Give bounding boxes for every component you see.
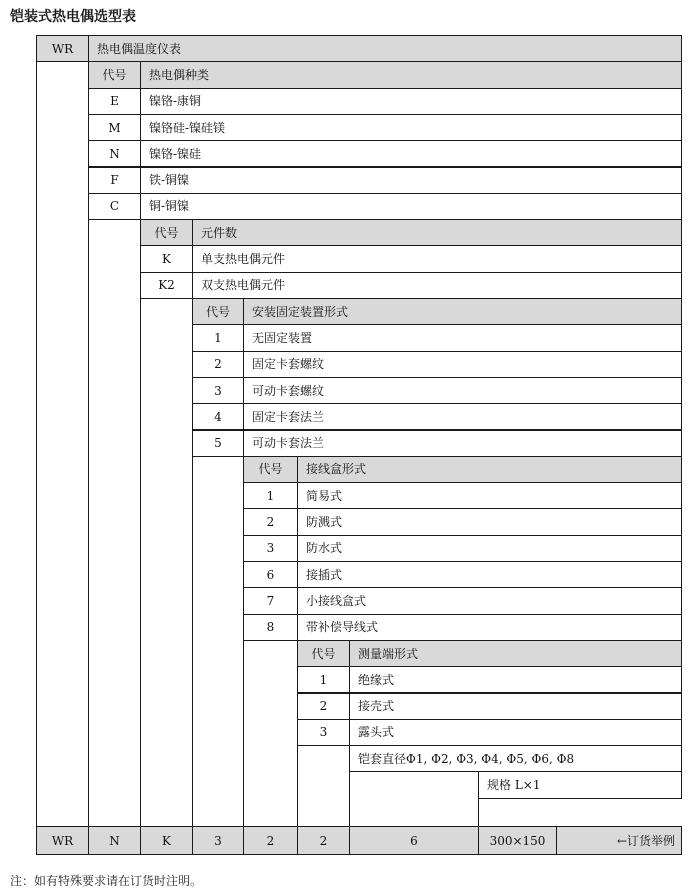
option-code-cell: E	[88, 88, 141, 115]
option-label-cell: 露头式	[349, 719, 682, 746]
option-label-cell: 可动卡套螺纹	[243, 377, 682, 404]
option-code-cell: 8	[243, 614, 298, 641]
option-label-cell: 带补偿导线式	[297, 614, 682, 641]
main-name-cell: 热电偶温度仪表	[88, 35, 682, 62]
footnote: 注：如有特殊要求请在订货时注明。	[10, 874, 203, 888]
section-header-label: 热电偶种类	[140, 61, 682, 88]
option-label-cell: 接壳式	[349, 693, 682, 720]
option-label-cell: 双支热电偶元件	[192, 272, 682, 299]
option-code-cell: 2	[192, 351, 244, 378]
option-label-cell: 镍铬-镍硅	[140, 140, 682, 167]
section-header-label: 测量端形式	[349, 640, 682, 667]
option-code-cell: 1	[243, 482, 298, 509]
option-label-cell: 可动卡套法兰	[243, 430, 682, 457]
section-header-code: 代号	[192, 298, 244, 325]
option-code-cell: 3	[297, 719, 350, 746]
spine-column	[192, 456, 244, 827]
section-header-label: 元件数	[192, 219, 682, 246]
example-cell: ←订货举例	[556, 826, 682, 855]
option-code-cell: 2	[243, 508, 298, 535]
option-code-cell: K	[140, 245, 193, 272]
option-label-cell: 铁-铜镍	[140, 167, 682, 194]
section-header-label: 接线盒形式	[297, 456, 682, 483]
spec-cell: 规格 L×1	[478, 771, 682, 798]
example-cell: 6	[349, 826, 479, 855]
spine-column	[36, 61, 89, 827]
main-code-cell: WR	[36, 35, 89, 62]
option-label-cell: 固定卡套螺纹	[243, 351, 682, 378]
example-cell: 2	[297, 826, 350, 855]
example-cell: 2	[243, 826, 298, 855]
section-header-code: 代号	[140, 219, 193, 246]
option-label-cell: 绝缘式	[349, 666, 682, 693]
example-cell: K	[140, 826, 193, 855]
example-cell: 3	[192, 826, 244, 855]
section-header-code: 代号	[88, 61, 141, 88]
option-label-cell: 镍铬硅-镍硅镁	[140, 114, 682, 141]
option-label-cell: 防水式	[297, 535, 682, 562]
option-code-cell: 2	[297, 693, 350, 720]
option-label-cell: 镍铬-康铜	[140, 88, 682, 115]
option-code-cell: 3	[192, 377, 244, 404]
option-label-cell: 接插式	[297, 561, 682, 588]
option-code-cell: C	[88, 193, 141, 220]
page-title: 铠装式热电偶选型表	[10, 9, 136, 25]
section-header-code: 代号	[297, 640, 350, 667]
option-code-cell: 7	[243, 587, 298, 614]
option-label-cell: 小接线盒式	[297, 587, 682, 614]
option-code-cell: N	[88, 140, 141, 167]
option-label-cell: 简易式	[297, 482, 682, 509]
example-cell: 300×150	[478, 826, 557, 855]
blank-cell	[349, 771, 479, 827]
option-label-cell: 防溅式	[297, 508, 682, 535]
option-label-cell: 铜-铜镍	[140, 193, 682, 220]
spine-column	[140, 298, 193, 827]
option-label-cell: 固定卡套法兰	[243, 403, 682, 430]
spine-column	[297, 745, 350, 827]
option-code-cell: 4	[192, 403, 244, 430]
section-header-code: 代号	[243, 456, 298, 483]
example-cell: WR	[36, 826, 89, 855]
option-code-cell: 3	[243, 535, 298, 562]
option-code-cell: 1	[192, 324, 244, 351]
section-header-label: 安装固定装置形式	[243, 298, 682, 325]
option-label-cell: 单支热电偶元件	[192, 245, 682, 272]
sheath-diameter-cell: 铠套直径Φ1, Φ2, Φ3, Φ4, Φ5, Φ6, Φ8	[349, 745, 682, 772]
spine-column	[88, 219, 141, 827]
option-code-cell: M	[88, 114, 141, 141]
option-code-cell: 5	[192, 430, 244, 457]
example-cell: N	[88, 826, 141, 855]
option-code-cell: K2	[140, 272, 193, 299]
option-label-cell: 无固定装置	[243, 324, 682, 351]
spine-column	[243, 640, 298, 827]
option-code-cell: 6	[243, 561, 298, 588]
option-code-cell: F	[88, 167, 141, 194]
option-code-cell: 1	[297, 666, 350, 693]
